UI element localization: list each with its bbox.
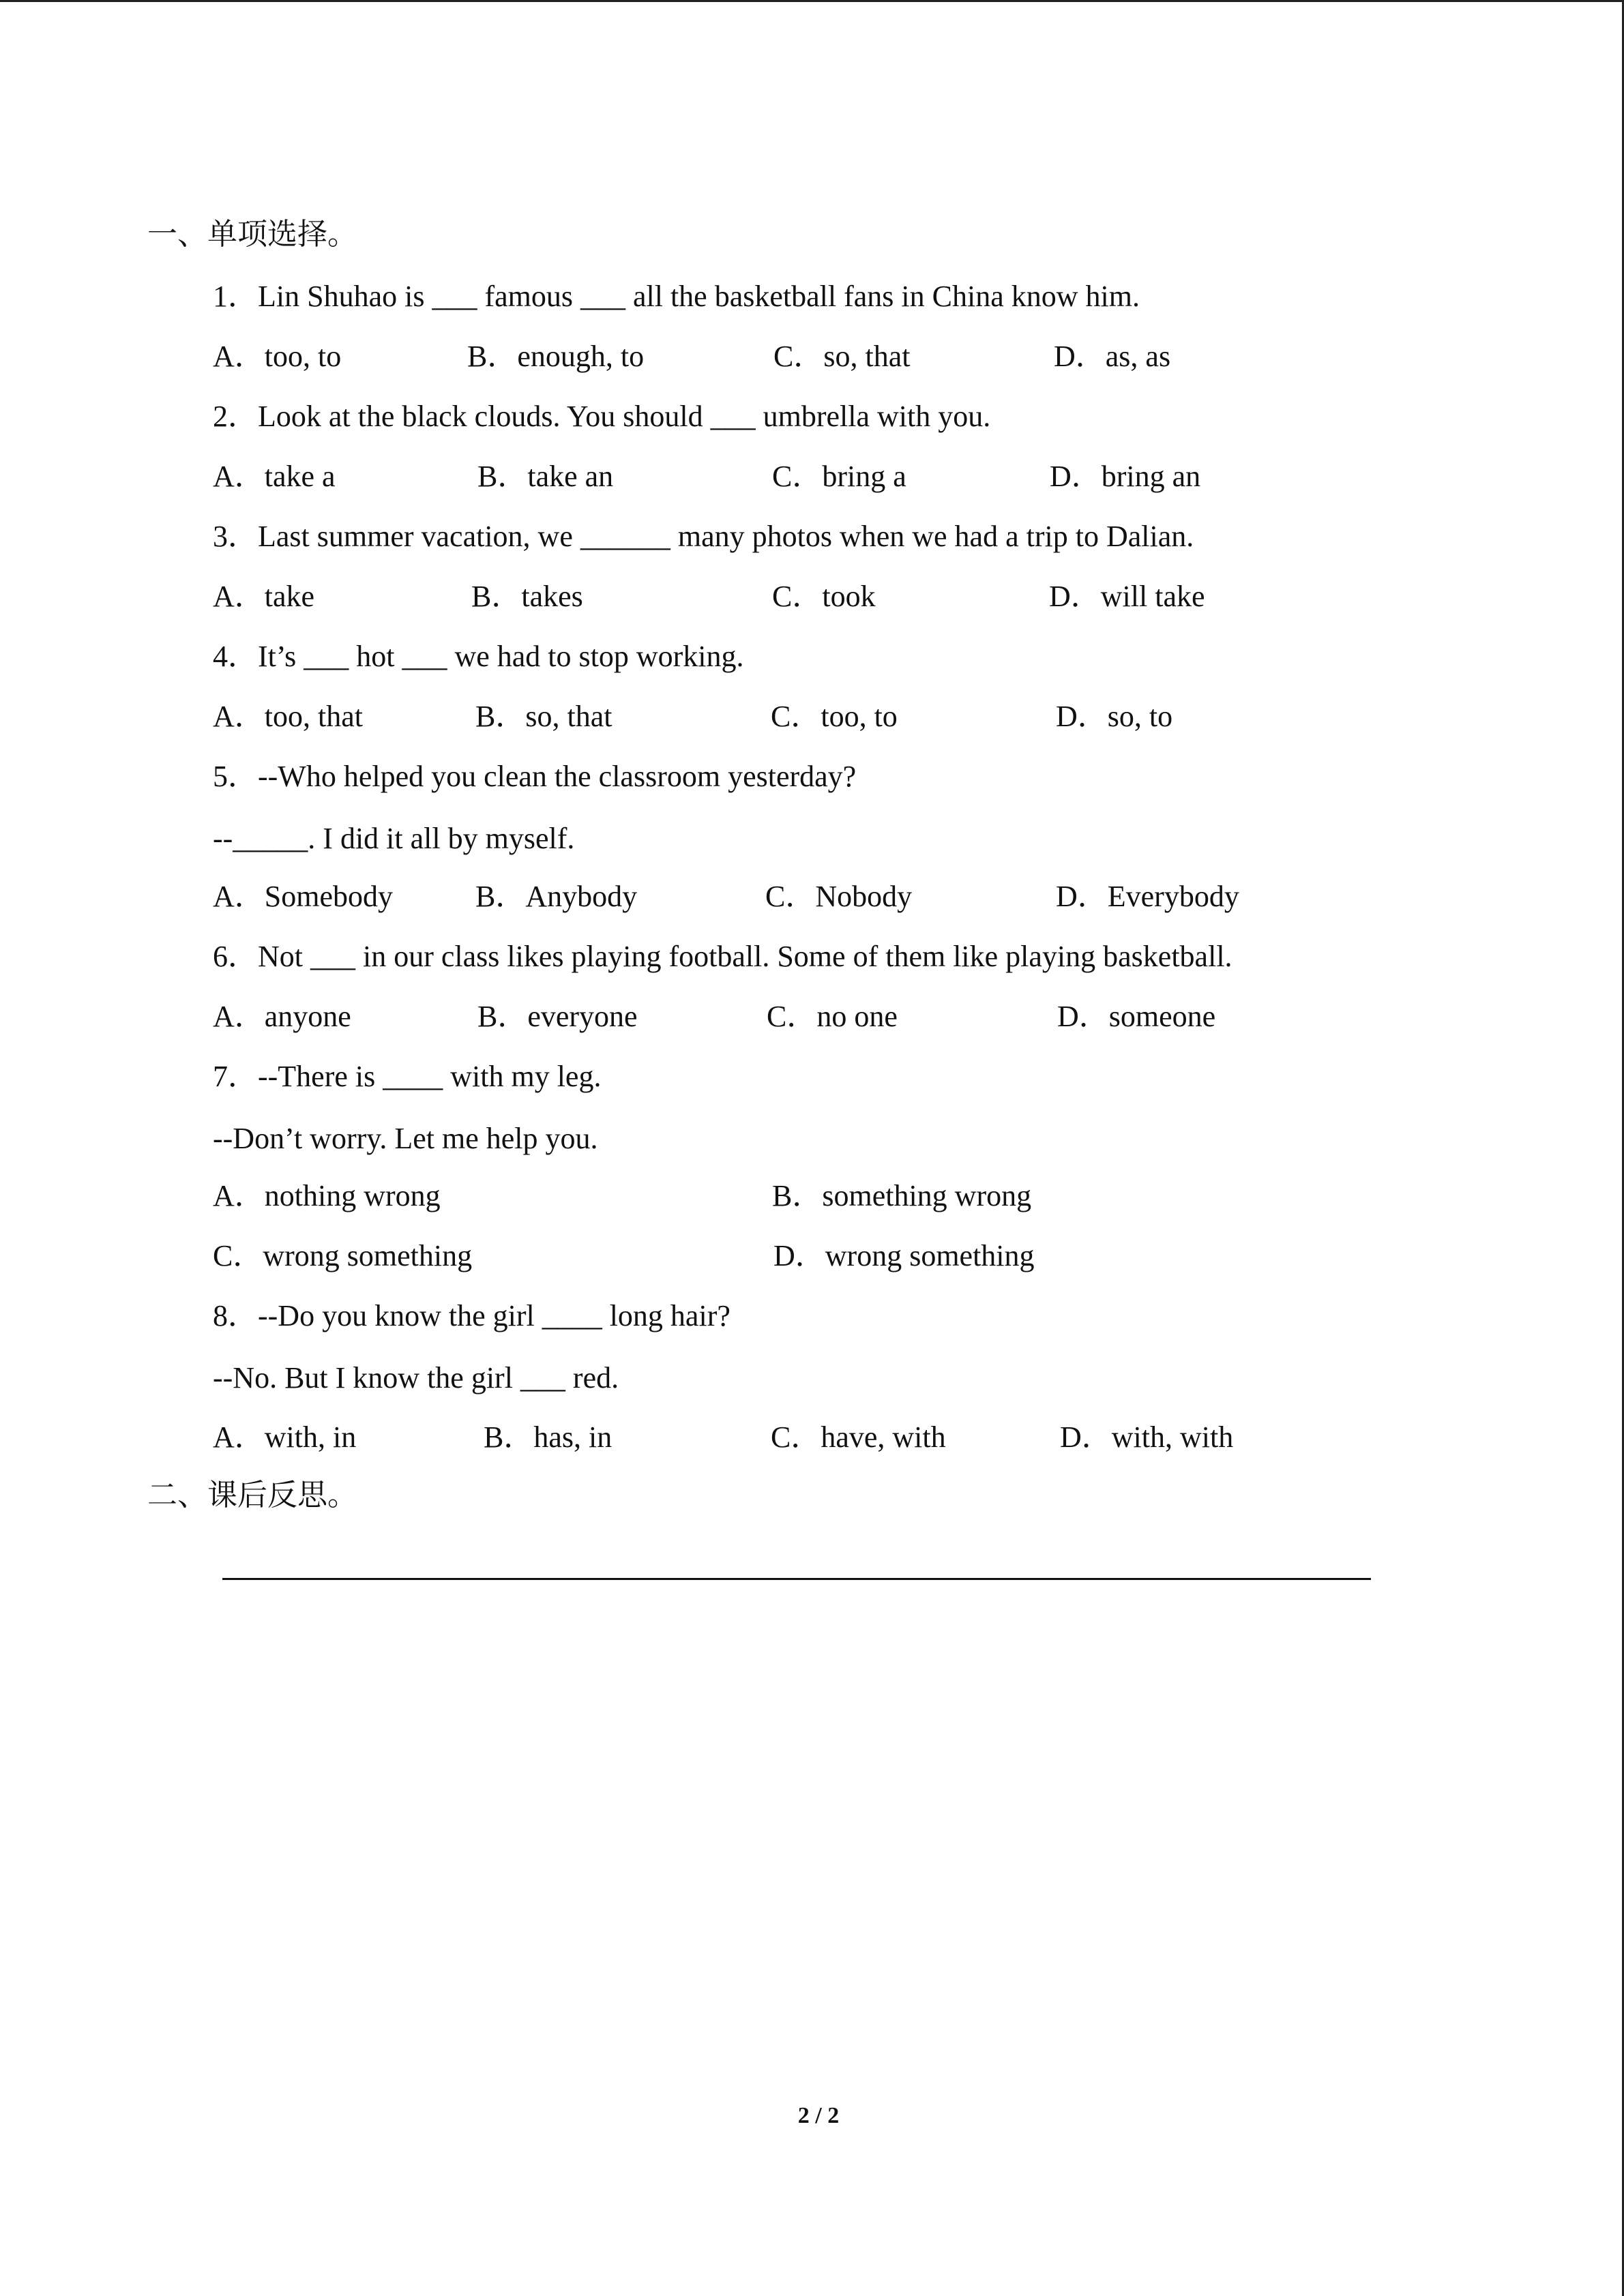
q3-option-d: D．will take — [1049, 580, 1205, 613]
question-8: 8．--Do you know the girl ____ long hair? — [213, 1299, 730, 1332]
question-8-continuation: --No. But I know the girl ___ red. — [213, 1361, 619, 1395]
q3-option-a: A．take — [213, 580, 315, 613]
q7-option-c: C．wrong something — [213, 1239, 473, 1272]
question-6: 6．Not ___ in our class likes playing football. Some of them like playing basketball. — [213, 940, 1232, 973]
page-number: 2 / 2 — [797, 2103, 840, 2128]
question-3: 3．Last summer vacation, we ______ many photos when we had a trip to Dalian. — [213, 520, 1194, 553]
section-title-reflection: 二、课后反思。 — [147, 1478, 357, 1512]
q8-option-c: C．have, with — [771, 1420, 946, 1454]
q5-option-d: D．Everybody — [1056, 880, 1239, 913]
q4-option-c: C．too, to — [771, 700, 898, 733]
q6-option-d: D．someone — [1057, 1000, 1216, 1033]
q4-option-d: D．so, to — [1056, 700, 1173, 733]
q2-option-d: D．bring an — [1050, 460, 1201, 493]
q2-option-b: B．take an — [477, 460, 614, 493]
question-5: 5．--Who helped you clean the classroom yesterday? — [213, 760, 857, 793]
q1-option-c: C．so, that — [773, 340, 911, 373]
q5-option-a: A．Somebody — [213, 880, 393, 913]
reflection-answer-line[interactable] — [222, 1578, 1371, 1580]
question-7-continuation: --Don’t worry. Let me help you. — [213, 1122, 598, 1155]
q1-option-d: D．as, as — [1054, 340, 1171, 373]
q5-option-c: C．Nobody — [765, 880, 913, 913]
question-1: 1．Lin Shuhao is ___ famous ___ all the basketball fans in China know him. — [213, 280, 1140, 313]
q6-option-c: C．no one — [767, 1000, 898, 1033]
question-2: 2．Look at the black clouds. You should ___ umbrella with you. — [213, 400, 991, 433]
q1-option-b: B．enough, to — [467, 340, 645, 373]
q1-option-a: A．too, to — [213, 340, 342, 373]
q2-option-c: C．bring a — [772, 460, 906, 493]
q8-option-b: B．has, in — [484, 1420, 612, 1454]
section-title-choice: 一、单项选择。 — [147, 217, 357, 252]
q6-option-a: A．anyone — [213, 1000, 351, 1033]
q7-option-b: B．something wrong — [772, 1179, 1032, 1212]
question-7: 7．--There is ____ with my leg. — [213, 1060, 602, 1093]
q8-option-a: A．with, in — [213, 1420, 357, 1454]
q4-option-a: A．too, that — [213, 700, 363, 733]
q3-option-c: C．took — [772, 580, 876, 613]
q3-option-b: B．takes — [471, 580, 583, 613]
q4-option-b: B．so, that — [475, 700, 612, 733]
question-4: 4．It’s ___ hot ___ we had to stop working. — [213, 640, 744, 673]
q8-option-d: D．with, with — [1060, 1420, 1234, 1454]
q7-option-a: A．nothing wrong — [213, 1179, 441, 1212]
q2-option-a: A．take a — [213, 460, 336, 493]
q6-option-b: B．everyone — [477, 1000, 638, 1033]
q7-option-d: D．wrong something — [773, 1239, 1035, 1272]
q5-option-b: B．Anybody — [475, 880, 638, 913]
question-5-continuation: --_____. I did it all by myself. — [213, 822, 575, 855]
